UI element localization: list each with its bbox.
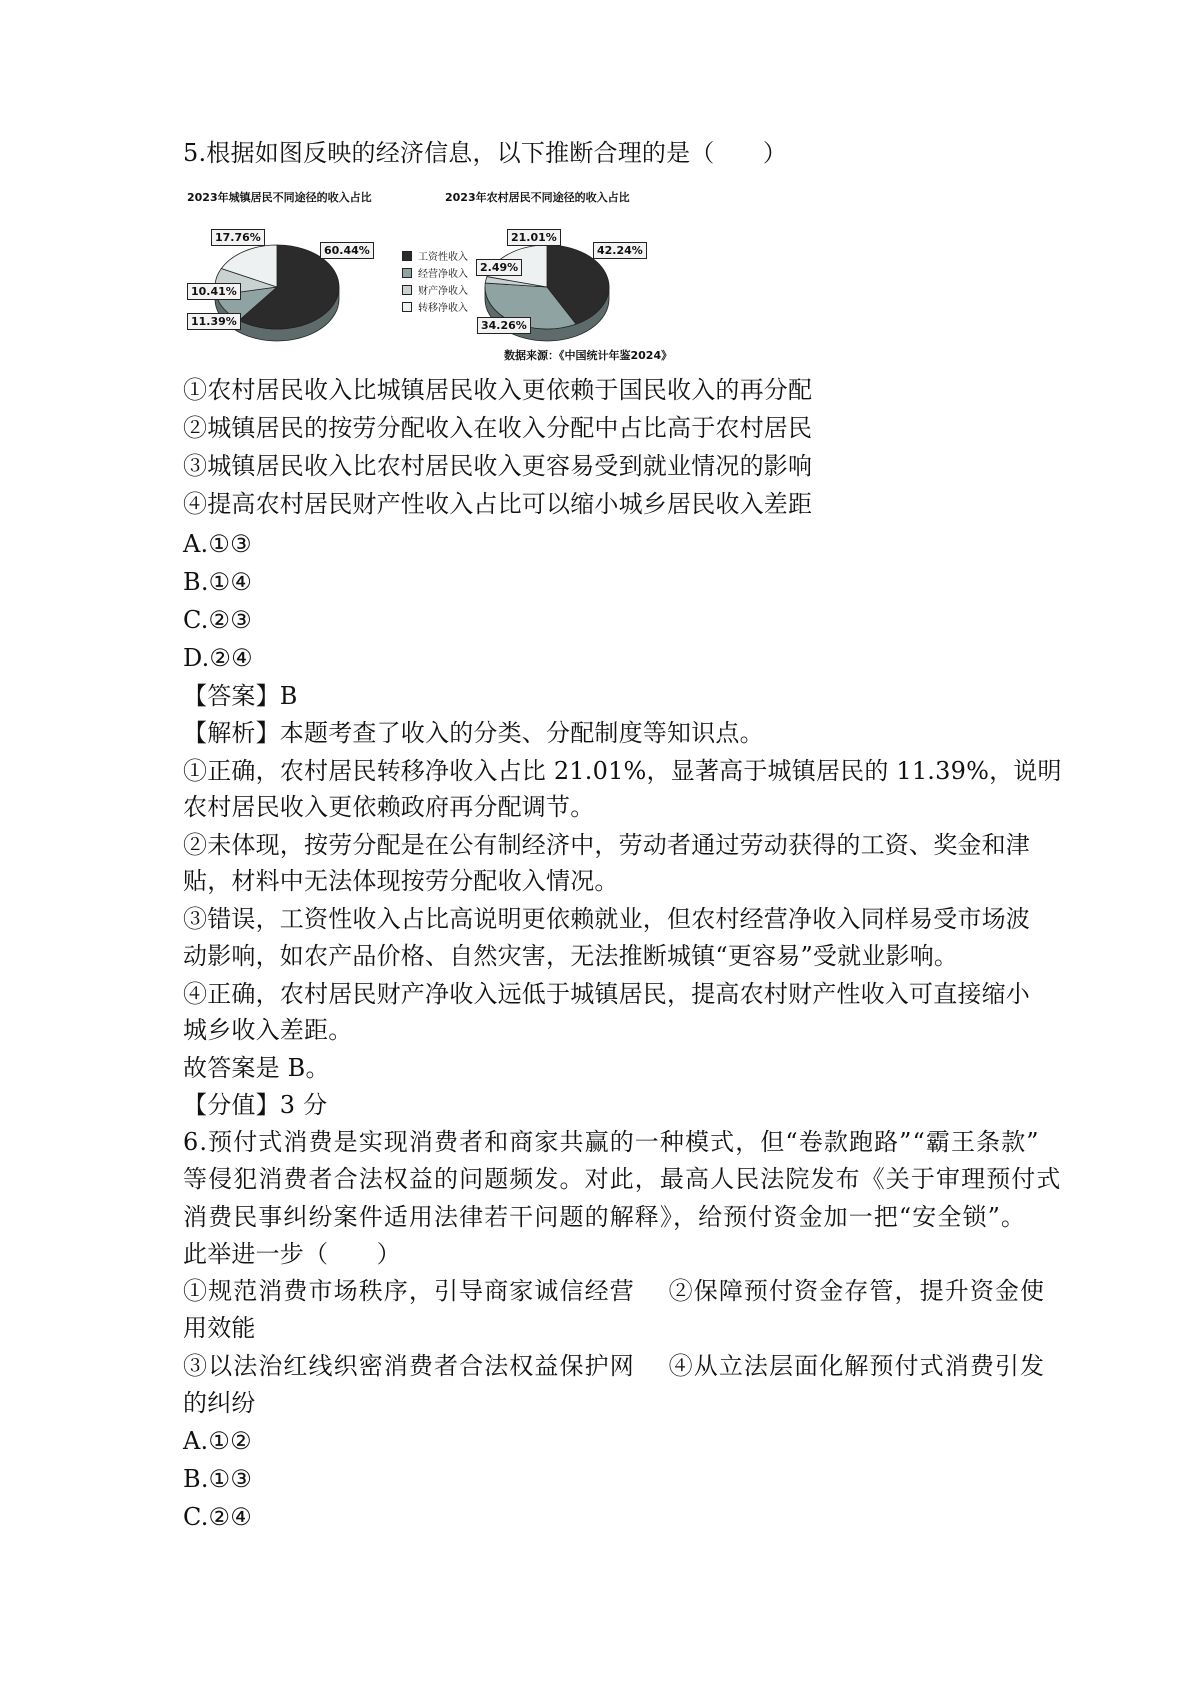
rural-label-business: 34.26% xyxy=(477,317,531,334)
q6-option-line: 的纠纷 xyxy=(183,1389,256,1417)
legend-label-business: 经营净收入 xyxy=(418,269,468,280)
q6-option-line: ①规范消费市场秩序，引导商家诚信经营 ②保障预付资金存管，提升资金使 xyxy=(183,1277,1046,1305)
question-5-stem: 5.根据如图反映的经济信息，以下推断合理的是（ ） xyxy=(183,139,788,167)
q6-choice-b: B.①③ xyxy=(183,1465,253,1493)
q6-option-line: 用效能 xyxy=(183,1314,256,1342)
legend-item xyxy=(402,298,468,315)
q6-choice-a: A.①② xyxy=(183,1427,252,1455)
q5-analysis-line: ③错误，工资性收入占比高说明更依赖就业，但农村经营净收入同样易受市场波 xyxy=(183,905,1030,933)
urban-label-wage: 60.44% xyxy=(320,242,374,259)
income-share-figure xyxy=(187,187,697,367)
q6-stem-line: 此举进一步（ ） xyxy=(183,1240,401,1268)
rural-label-property: 2.49% xyxy=(476,259,522,276)
legend-item xyxy=(402,281,468,298)
q6-stem-line: 消费民事纠纷案件适用法律若干问题的解释》，给预付资金加一把“安全锁”。 xyxy=(183,1203,1027,1231)
urban-label-property: 10.41% xyxy=(187,283,241,300)
q5-score: 【分值】3 分 xyxy=(183,1091,328,1119)
legend-label-transfer: 转移净收入 xyxy=(418,303,468,314)
q5-analysis-line: 【解析】本题考查了收入的分类、分配制度等知识点。 xyxy=(183,719,764,747)
chart-source: 数据来源：《中国统计年鉴2024》 xyxy=(504,349,673,362)
legend-swatch-property xyxy=(402,285,412,295)
q5-choice-a: A.①③ xyxy=(183,530,252,558)
q5-analysis-line: 故答案是 B。 xyxy=(183,1054,330,1082)
legend-swatch-transfer xyxy=(402,302,412,312)
q5-choice-d: D.②④ xyxy=(183,644,253,672)
q5-analysis-line: 贴，材料中无法体现按劳分配收入情况。 xyxy=(183,867,619,895)
q6-stem-line: 等侵犯消费者合法权益的问题频发。对此，最高人民法院发布《关于审理预付式 xyxy=(183,1165,1062,1193)
legend-swatch-business xyxy=(402,268,412,278)
urban-label-business: 11.39% xyxy=(187,313,241,330)
legend-item xyxy=(402,264,468,281)
rural-label-transfer: 21.01% xyxy=(507,229,561,246)
q5-analysis-line: 农村居民收入更依赖政府再分配调节。 xyxy=(183,793,595,821)
urban-label-transfer: 17.76% xyxy=(211,229,265,246)
q6-option-line: ③以法治红线织密消费者合法权益保护网 ④从立法层面化解预付式消费引发 xyxy=(183,1352,1046,1380)
rural-label-wage: 42.24% xyxy=(593,242,647,259)
rural-chart-title: 2023年农村居民不同途径的收入占比 xyxy=(445,191,630,204)
q5-option-2: ②城镇居民的按劳分配收入在收入分配中占比高于农村居民 xyxy=(183,414,813,442)
q5-option-3: ③城镇居民收入比农村居民收入更容易受到就业情况的影响 xyxy=(183,452,813,480)
q6-stem-line: 6.预付式消费是实现消费者和商家共赢的一种模式，但“卷款跑路”“霸王条款” xyxy=(183,1128,1040,1156)
q5-choice-b: B.①④ xyxy=(183,568,253,596)
q5-option-4: ④提高农村居民财产性收入占比可以缩小城乡居民收入差距 xyxy=(183,490,813,518)
q5-analysis-line: 动影响，如农产品价格、自然灾害，无法推断城镇“更容易”受就业影响。 xyxy=(183,942,959,970)
q5-option-1: ①农村居民收入比城镇居民收入更依赖于国民收入的再分配 xyxy=(183,376,813,404)
legend-swatch-wage xyxy=(402,251,412,261)
chart-legend xyxy=(402,247,468,315)
q5-analysis-line: 城乡收入差距。 xyxy=(183,1016,353,1044)
q5-analysis-line: ②未体现，按劳分配是在公有制经济中，劳动者通过劳动获得的工资、奖金和津 xyxy=(183,831,1030,859)
q5-analysis-line: ④正确，农村居民财产净收入远低于城镇居民，提高农村财产性收入可直接缩小 xyxy=(183,980,1030,1008)
q5-analysis-line: ①正确，农村居民转移净收入占比 21.01%，显著高于城镇居民的 11.39%，说明 xyxy=(183,757,1062,785)
legend-label-property: 财产净收入 xyxy=(418,286,468,297)
legend-item xyxy=(402,247,468,264)
q5-choice-c: C.②③ xyxy=(183,606,252,634)
legend-label-wage: 工资性收入 xyxy=(418,252,468,263)
q6-choice-c: C.②④ xyxy=(183,1503,252,1531)
q5-answer: 【答案】B xyxy=(183,682,298,710)
urban-chart-title: 2023年城镇居民不同途径的收入占比 xyxy=(187,191,372,204)
